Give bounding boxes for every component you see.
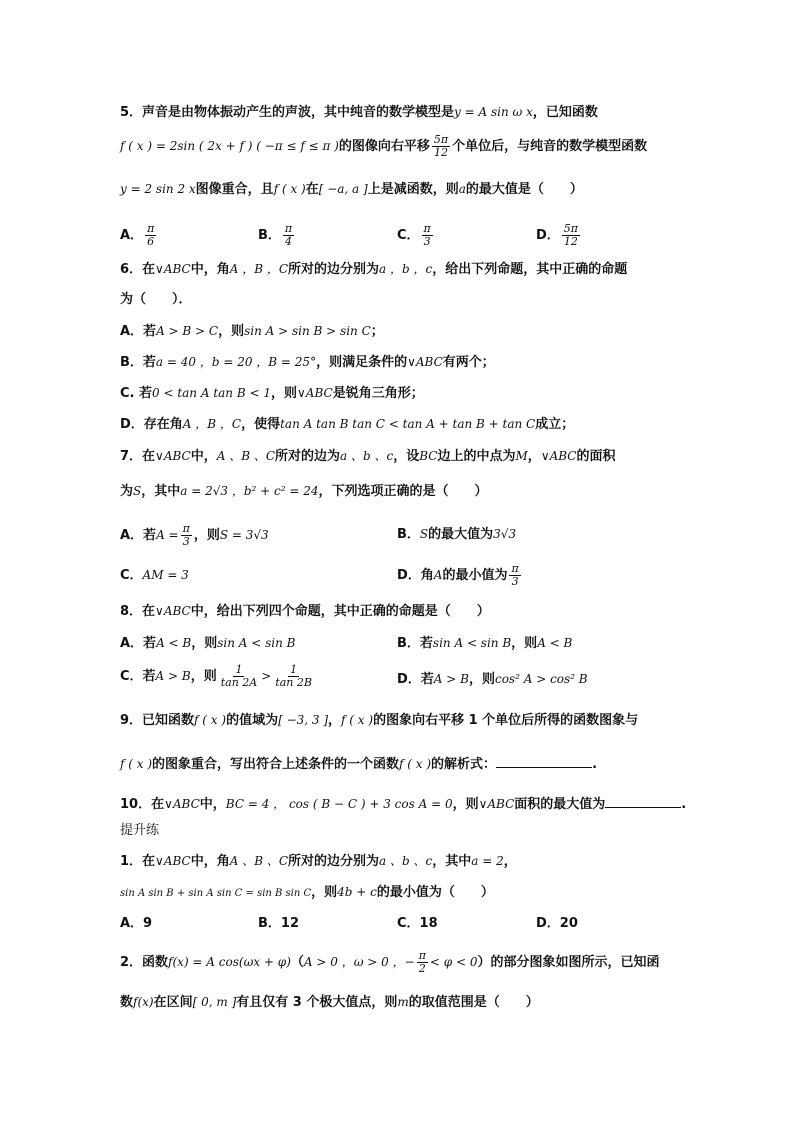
p1-line2 <box>120 883 494 903</box>
option-formula: a = 40 ，b = 20 ，B = 25° <box>155 355 317 369</box>
p1-formula: ∨ABC <box>155 854 191 868</box>
p1-formula: A 、B 、C <box>229 854 289 868</box>
q9-line1 <box>120 711 638 730</box>
q6-text: 6．在 <box>120 262 156 277</box>
option-fraction <box>422 223 433 248</box>
option-formula: cos² A > cos² B <box>494 672 588 686</box>
q7-formula: A 、B 、C <box>216 449 276 463</box>
q7-text: 的面积 <box>576 449 616 464</box>
option-text: D．存在角 <box>120 417 183 432</box>
option-formula: A < B <box>537 636 573 650</box>
p1-text: ，则 <box>311 885 338 900</box>
option-text: 的最大值为 <box>428 527 494 542</box>
q5-text: 在 <box>305 182 319 197</box>
q10-formula: ∨ABC <box>478 797 515 811</box>
p2-formula: f(x) = A cos(ωx + φ) <box>168 955 291 969</box>
q6-option-d[interactable] <box>120 415 574 434</box>
q5-line3 <box>120 180 583 199</box>
option-formula: S = 3√3 <box>219 528 269 542</box>
option-label: C． <box>397 228 420 243</box>
q7-line1 <box>120 447 616 466</box>
p1-formula: a = 2 <box>471 854 504 868</box>
q6-line2: 为（ ）． <box>120 292 192 307</box>
q8-option-d[interactable] <box>397 670 588 689</box>
q5-formula: a <box>458 182 466 196</box>
q5-option-c[interactable] <box>397 223 435 248</box>
section-heading-practice: 提升练 <box>120 823 160 838</box>
q9-line2 <box>120 755 597 774</box>
q10-answer-blank[interactable] <box>605 795 681 808</box>
q9-text: 的图象重合，写出符合上述条件的一个函数 <box>152 757 400 772</box>
option-text: C． <box>120 568 143 583</box>
option-text: ； <box>370 324 384 339</box>
q10-text: 面积的最大值为 <box>514 797 606 812</box>
q7-option-a[interactable] <box>120 523 269 548</box>
option-formula: sin A < sin B <box>432 636 512 650</box>
option-formula: A > B <box>433 672 469 686</box>
q7-text: ， <box>527 449 541 464</box>
option-formula: A = <box>156 528 179 542</box>
q9-text: 的图象向右平移 1 个单位后所得的函数图象与 <box>373 713 639 728</box>
p2-formula: m <box>397 995 409 1009</box>
q8-option-a[interactable] <box>120 634 296 653</box>
q7-formula: BC <box>419 449 438 463</box>
p1-text: 1．在 <box>120 854 156 869</box>
option-fraction <box>509 563 520 588</box>
option-text: D．若 <box>397 672 434 687</box>
p2-text: （ <box>290 955 304 970</box>
fraction-numerator: π <box>423 222 431 235</box>
q7-formula: a = 2√3 ，b² + c² = 24 <box>180 484 319 498</box>
fraction-denominator: 12 <box>433 146 448 159</box>
q5-formula: y = 2 sin 2 x <box>120 182 196 196</box>
q7-text: ，下列选项正确的是（ ） <box>318 484 488 499</box>
option-formula: AM = 3 <box>142 568 189 582</box>
q5-option-b[interactable] <box>258 223 296 248</box>
q6-option-c[interactable] <box>120 384 424 403</box>
option-text: 成立； <box>535 417 575 432</box>
q5-formula: [ −a, a ] <box>318 182 368 196</box>
fraction-denominator: 4 <box>285 235 293 248</box>
option-label: A． <box>120 228 144 243</box>
option-fraction <box>273 664 314 689</box>
q5-text: 上是减函数，则 <box>367 182 459 197</box>
fraction-denominator: tan 2B <box>275 676 312 689</box>
q5-line2 <box>120 134 647 159</box>
q5-formula-pure-tone: y = A sin ω x <box>454 105 533 119</box>
fraction-numerator: 1 <box>235 663 243 676</box>
fraction-numerator: 5π <box>433 133 449 146</box>
option-formula: tan A tan B tan C < tan A + tan B + tan C <box>280 417 536 431</box>
p2-text: 数 <box>120 995 134 1010</box>
fraction-denominator: 3 <box>182 535 190 548</box>
p1-formula: 4b + c <box>337 885 377 899</box>
option-text: ，则满足条件的 <box>316 355 408 370</box>
option-text: B． <box>397 527 420 542</box>
option-formula: 0 < tan A tan B < 1 <box>152 386 271 400</box>
q7-formula: ∨ABC <box>155 449 191 463</box>
p1-option-d[interactable]: D．20 <box>536 916 578 931</box>
p1-option-c[interactable]: C．18 <box>397 916 438 931</box>
p2-text: 在区间 <box>153 995 193 1010</box>
fraction-numerator: 5π <box>563 222 579 235</box>
q9-formula: f ( x ) <box>341 713 374 727</box>
option-text: B．若 <box>397 636 433 651</box>
q7-text: 边上的中点为 <box>437 449 516 464</box>
q7-text: 中， <box>190 449 217 464</box>
q5-formula-f: f ( x ) = 2sin ( 2x + f ) ( −π ≤ f ≤ π ) <box>120 139 339 153</box>
fraction-denominator: 12 <box>563 235 578 248</box>
q5-text: 的最大值是（ ） <box>465 182 583 197</box>
option-text: ，则 <box>468 672 495 687</box>
q9-formula: [ −3, 3 ] <box>278 713 329 727</box>
q7-option-c[interactable] <box>120 566 189 585</box>
q9-text: 的解析式： <box>431 757 497 772</box>
q6-option-a[interactable] <box>120 322 384 341</box>
q5-text: 5．声音是由物体振动产生的声波，其中纯音的数学模型是 <box>120 105 455 120</box>
option-formula: A > B <box>155 669 191 683</box>
q9-answer-blank[interactable] <box>496 755 592 768</box>
option-fraction <box>562 223 580 248</box>
fraction-denominator: 3 <box>423 235 431 248</box>
q7-formula: ∨ABC <box>540 449 577 463</box>
q8-text: 中，给出下列四个命题，其中正确的命题是（ ） <box>190 604 490 619</box>
option-formula: 3√3 <box>493 527 517 541</box>
option-text: D．角 <box>397 568 434 583</box>
q5-line1 <box>120 103 598 122</box>
option-formula: > <box>261 669 272 683</box>
q5-text: ，已知函数 <box>532 105 598 120</box>
q7-formula: a 、b 、c <box>340 449 394 463</box>
p2-text: 2．函数 <box>120 955 169 970</box>
p1-text: 中，角 <box>190 854 230 869</box>
p2-text: 有且仅有 3 个极大值点，则 <box>236 995 398 1010</box>
q6-formula: A ，B ，C <box>229 262 289 276</box>
fraction-denominator: tan 2A <box>220 676 258 689</box>
q10-text: . <box>681 797 687 812</box>
q9-formula: f ( x ) <box>399 757 432 771</box>
fraction-numerator: π <box>511 562 519 575</box>
q7-formula: M <box>515 449 528 463</box>
option-formula: sin A > sin B > sin C <box>244 324 371 338</box>
option-text: B．若 <box>120 355 156 370</box>
p1-option-a[interactable]: A．9 <box>120 916 153 931</box>
q6-text: 中，角 <box>190 262 230 277</box>
q10-text: ，则 <box>452 797 479 812</box>
q10-text: 10．在 <box>120 797 165 812</box>
fraction-denominator: 6 <box>147 235 155 248</box>
fraction-numerator: π <box>147 222 155 235</box>
p2-text: 的取值范围是（ ） <box>408 995 539 1010</box>
q10-formula: ∨ABC <box>164 797 200 811</box>
p1-formula: a 、b 、c <box>379 854 433 868</box>
q10-formula: BC = 4 ， cos ( B − C ) + 3 cos A = 0 <box>225 797 453 811</box>
option-fraction <box>181 523 192 548</box>
q5-text: 个单位后，与纯音的数学模型函数 <box>452 139 648 154</box>
option-formula: A ，B ，C <box>182 417 242 431</box>
q9-formula: f ( x ) <box>120 757 153 771</box>
option-text: ，则 <box>193 528 220 543</box>
fraction-numerator: 1 <box>290 663 298 676</box>
q7-option-b[interactable] <box>397 525 516 544</box>
fraction-denominator: 3 <box>511 575 519 588</box>
fraction-numerator: π <box>284 222 293 235</box>
q8-formula: ∨ABC <box>155 604 191 618</box>
option-formula: A > B > C <box>156 324 219 338</box>
p1-text: ， <box>503 854 517 869</box>
option-text: 有两个； <box>442 355 495 370</box>
q6-line1 <box>120 260 627 279</box>
q5-formula: f ( x ) <box>273 182 306 196</box>
p2-formula: A > 0 ，ω > 0 ，− <box>303 955 415 969</box>
fraction-numerator: π <box>418 949 426 962</box>
q7-text: ，其中 <box>141 484 181 499</box>
q8-line1 <box>120 602 490 621</box>
p2-line2 <box>120 993 539 1012</box>
q6-option-b[interactable] <box>120 353 495 372</box>
q6-text: 所对的边分别为 <box>288 262 380 277</box>
option-text: A．若 <box>120 636 157 651</box>
q5-text: 的图像向右平移 <box>338 139 430 154</box>
q9-text: 9．已知函数 <box>120 713 195 728</box>
option-text: 是锐角三角形； <box>332 386 424 401</box>
option-fraction <box>219 664 260 689</box>
q9-text: 的值域为 <box>226 713 279 728</box>
option-text: 的最小值为 <box>442 568 508 583</box>
p1-formula: sin A sin B + sin A sin C = sin B sin C <box>120 888 312 899</box>
fraction-numerator: π <box>182 522 190 535</box>
option-text: ，使得 <box>241 417 281 432</box>
p1-line1 <box>120 852 517 871</box>
p1-text: 所对的边分别为 <box>288 854 380 869</box>
q10-line1 <box>120 795 686 814</box>
q8-text: 8．在 <box>120 604 156 619</box>
option-label: B． <box>258 228 281 243</box>
q5-option-a[interactable] <box>120 223 158 248</box>
q7-text: 7．在 <box>120 449 156 464</box>
q5-text: 图像重合，且 <box>195 182 274 197</box>
option-formula: ∨ABC <box>297 386 333 400</box>
p2-text: ）的部分图象如图所示，已知函 <box>477 955 660 970</box>
q8-option-c[interactable] <box>120 664 316 689</box>
option-text: ，则 <box>218 324 245 339</box>
q7-formula: S <box>133 484 142 498</box>
option-text: ，则 <box>511 636 538 651</box>
p2-formula: f(x) <box>133 995 154 1009</box>
option-formula: S <box>419 527 429 541</box>
q9-text: ， <box>328 713 342 728</box>
q9-text: . <box>592 757 598 772</box>
option-fraction <box>145 223 156 248</box>
p1-text: 的最小值为（ ） <box>376 885 494 900</box>
option-text: A．若 <box>120 528 157 543</box>
p1-text: ，其中 <box>432 854 472 869</box>
q6-text: ，给出下列命题，其中正确的命题 <box>432 262 628 277</box>
p2-formula: < φ < 0 <box>429 955 478 969</box>
q7-option-d[interactable] <box>397 563 523 588</box>
q7-line2 <box>120 482 488 501</box>
option-text: A．若 <box>120 324 157 339</box>
q7-text: 为 <box>120 484 134 499</box>
q7-text: 所对的边为 <box>275 449 341 464</box>
option-formula: ∨ABC <box>407 355 443 369</box>
option-text: C. 若 <box>120 386 153 401</box>
option-text: ，则 <box>191 636 218 651</box>
option-fraction <box>283 223 294 248</box>
q6-formula: ∨ABC <box>155 262 191 276</box>
p1-option-b[interactable]: B．12 <box>258 916 299 931</box>
q7-text: ，设 <box>393 449 420 464</box>
option-text: ，则 <box>271 386 298 401</box>
p2-fraction <box>417 950 428 975</box>
q10-text: 中， <box>199 797 226 812</box>
q6-formula: a ，b ，c <box>379 262 433 276</box>
q9-formula: f ( x ) <box>194 713 227 727</box>
q5-shift-fraction <box>432 134 450 159</box>
option-formula: A < B <box>156 636 192 650</box>
q8-option-b[interactable] <box>397 634 572 653</box>
p2-formula: [ 0, m ] <box>192 995 237 1009</box>
fraction-denominator: 2 <box>418 962 426 975</box>
option-label: D． <box>536 228 560 243</box>
option-formula: sin A < sin B <box>217 636 296 650</box>
option-formula: A <box>433 568 443 582</box>
q5-option-d[interactable] <box>536 223 582 248</box>
p2-line1 <box>120 950 660 975</box>
option-text: ，则 <box>190 669 217 684</box>
option-text: C．若 <box>120 669 156 684</box>
